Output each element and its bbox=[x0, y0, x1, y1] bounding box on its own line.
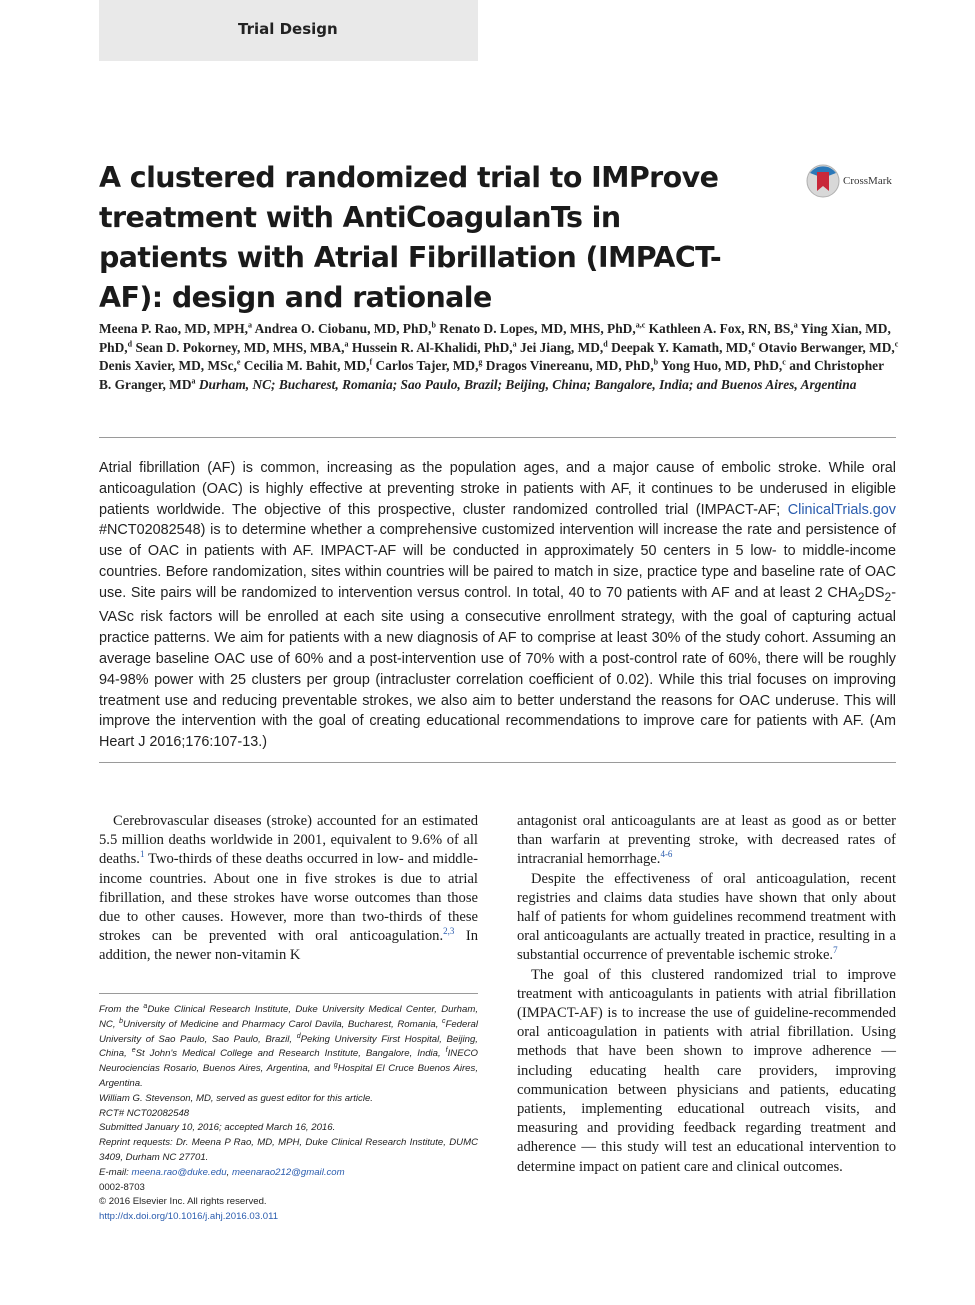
affiliation-marker: e bbox=[751, 339, 756, 349]
doi-link[interactable]: http://dx.doi.org/10.1016/j.ahj.2016.03.011 bbox=[99, 1211, 279, 1223]
affiliation-marker: b bbox=[431, 320, 436, 330]
reference-link[interactable]: 1 bbox=[139, 849, 145, 860]
author-name: and Christopher B. Granger, MD bbox=[99, 358, 884, 392]
author-name: Dragos Vinereanu, MD, PhD, bbox=[485, 358, 654, 374]
author-name: Otavio Berwanger, MD, bbox=[758, 339, 895, 355]
author-name: Renato D. Lopes, MD, MHS, PhD, bbox=[439, 321, 636, 336]
body-text: Cerebrovascular diseases (stroke) accounted for an estimated 5.5 million deaths worldwide in 2001, equivalent to 9.6% of all deaths. bbox=[99, 813, 478, 868]
affiliation-marker: e bbox=[131, 1047, 136, 1055]
footnote-rule bbox=[99, 993, 478, 994]
submission-dates: Submitted January 10, 2016; accepted March 16, 2016. bbox=[99, 1122, 336, 1134]
body-text: Despite the effectiveness of oral anticoagulation, recent registries and claims data studies have shown that only about half of patients for whom guidelines recommend treatment with oral anticoagulants are actually treated in practice, resulting in a substantial occurrence of preventable ischemic stroke. bbox=[517, 870, 896, 964]
author-name: Jei Jiang, MD, bbox=[519, 339, 604, 355]
reference-link[interactable]: 4-6 bbox=[660, 849, 673, 860]
abstract-text: DS bbox=[864, 584, 885, 601]
affiliation-marker: d bbox=[127, 339, 133, 349]
affiliation-marker: d bbox=[296, 1032, 301, 1040]
body-column-left bbox=[99, 812, 478, 966]
affiliation-marker: d bbox=[603, 339, 608, 349]
affiliation-marker: c bbox=[894, 339, 899, 349]
affiliations-footnote bbox=[99, 1003, 478, 1092]
author-name: Deepak Y. Kamath, MD, bbox=[611, 339, 752, 355]
author-list bbox=[99, 320, 899, 394]
crossmark-icon bbox=[806, 164, 840, 198]
footnote-text: St John's Medical College and Research Institute, Bangalore, India, bbox=[135, 1048, 446, 1060]
footnote-text: University of Medicine and Pharmacy Carol Davila, Bucharest, Romania, bbox=[123, 1018, 442, 1030]
abstract-text: -VASc risk factors will be enrolled at each site using a consecutive enrollment strategy, with the goal of capturing actual practice patterns. We aim for patients with a new diagnosis of AF to comprise at least 30% of the study cohort. Assuming an average baseline OAC use of 60% and a post-intervention use of 70% with a post-control rate of 60%, there will be roughly 94-98% power with 25 clusters per group (intracluster correlation coefficient of 0.02). While this trial focuses on improving treatment use and reducing preventable strokes, we also aim to better understand the reasons for OAC underuse. This will improve the intervention with the goal of creating educational recommendations to improve care for patients with AF. (Am Heart J 2016;176:107-13.) bbox=[99, 584, 896, 751]
footnote-text: Federal University of Sao Paulo, Sao Paulo, Brazil, bbox=[99, 1018, 478, 1045]
affiliation-marker: f bbox=[369, 357, 373, 367]
footnote-text: From the bbox=[99, 1004, 144, 1015]
body-paragraph bbox=[99, 812, 478, 966]
footnote-text: Peking University First Hospital, Beijing, China, bbox=[99, 1033, 478, 1060]
abstract-top-rule bbox=[99, 437, 896, 438]
affiliation-marker: a bbox=[512, 339, 517, 349]
crossmark-button[interactable] bbox=[806, 164, 892, 198]
footnote-text: INECO Neurociencias Rosario, Buenos Aires, Argentina, and bbox=[99, 1048, 479, 1075]
author-name: Meena P. Rao, MD, MPH, bbox=[99, 321, 249, 336]
reference-link[interactable]: 7 bbox=[833, 945, 838, 956]
footnotes bbox=[99, 1003, 478, 1225]
affiliation-marker: g bbox=[478, 357, 483, 367]
guest-editor-note: William G. Stevenson, MD, served as guest editor for this article. bbox=[99, 1092, 373, 1104]
author-name: Andrea O. Ciobanu, MD, PhD, bbox=[254, 321, 432, 336]
body-paragraph bbox=[517, 812, 896, 870]
clinicaltrials-link[interactable]: ClinicalTrials.gov bbox=[787, 501, 896, 518]
affiliation-marker: c bbox=[441, 1017, 446, 1025]
reference-link[interactable]: 2,3 bbox=[443, 926, 455, 937]
abstract-text: Atrial fibrillation (AF) is common, increasing as the population ages, and a major cause of embolic stroke. While oral anticoagulation (OAC) is highly effective at preventing stroke in patients with AF, it continues to be underused in eligible patients worldwide. The objective of this prospective, cluster randomized controlled trial (IMPACT-AF; bbox=[99, 460, 896, 518]
reprint-requests: Reprint requests: Dr. Meena P Rao, MD, MPH, Duke Clinical Research Institute, DUMC 3409, Durham NC 27701. bbox=[99, 1137, 478, 1163]
rct-number: RCT# NCT02082548 bbox=[99, 1107, 190, 1119]
subscript: 2 bbox=[857, 589, 865, 604]
author-name: Carlos Tajer, MD, bbox=[375, 358, 479, 374]
affiliation-marker: c bbox=[782, 357, 786, 367]
article-title: A clustered randomized trial to IMProve treatment with AntiCoagulanTs in patients with Atrial Fibrillation (IMPACT-AF): design and rationale bbox=[99, 161, 722, 314]
issn: 0002-8703 bbox=[99, 1181, 145, 1193]
body-text: Two-thirds of these deaths occurred in low- and middle-income countries. About one in five strokes is due to atrial fibrillation, and these strokes have worse outcomes than those due to other causes. However, more than two-thirds of these strokes can be prevented with oral anticoagulation. bbox=[99, 851, 478, 945]
body-paragraph bbox=[517, 870, 896, 966]
body-column-right bbox=[517, 812, 896, 1177]
affiliation-marker: a bbox=[191, 376, 196, 386]
author-name: Kathleen A. Fox, RN, BS, bbox=[648, 321, 794, 336]
abstract-bottom-rule bbox=[99, 762, 896, 763]
affiliation-marker: a,c bbox=[635, 320, 646, 330]
abstract bbox=[99, 458, 896, 753]
author-name: Ying Xian, MD, PhD, bbox=[99, 321, 891, 355]
affiliation-marker: a bbox=[793, 320, 798, 330]
copyright: © 2016 Elsevier Inc. All rights reserved. bbox=[99, 1196, 267, 1208]
author-name: Cecilia M. Bahit, MD, bbox=[243, 358, 370, 374]
email-label: E-mail: bbox=[99, 1166, 132, 1178]
affiliation-marker: e bbox=[236, 357, 241, 367]
footnote-text: Duke Clinical Research Institute, Duke University Medical Center, Durham, NC, bbox=[99, 1004, 478, 1030]
body-text: In addition, the newer non-vitamin K bbox=[99, 928, 478, 964]
author-name: Yong Huo, MD, PhD, bbox=[660, 358, 783, 374]
email-link[interactable]: meena.rao@duke.edu bbox=[131, 1166, 227, 1178]
footnote-text: Hospital El Cruce Buenos Aires, Argentina. bbox=[99, 1063, 478, 1089]
email-line bbox=[99, 1166, 478, 1181]
affiliation-marker: a bbox=[248, 320, 253, 330]
section-label: Trial Design bbox=[238, 20, 338, 38]
affiliation-marker: f bbox=[445, 1047, 448, 1055]
body-text: antagonist oral anticoagulants are at least as good as or better than warfarin at preventing stroke, with decreased rates of intracranial hemorrhage. bbox=[517, 813, 896, 868]
author-affiliations: Durham, NC; Bucharest, Romania; Sao Paulo, Brazil; Beijing, China; Bangalore, India; and Buenos Aires, Argentina bbox=[198, 376, 857, 392]
email-link[interactable]: meenarao212@gmail.com bbox=[231, 1166, 345, 1178]
author-name: Denis Xavier, MD, MSc, bbox=[99, 358, 237, 374]
email-separator: , bbox=[226, 1166, 232, 1178]
affiliation-marker: g bbox=[333, 1062, 338, 1069]
affiliation-marker: b bbox=[653, 357, 659, 367]
affiliation-marker: a bbox=[143, 1002, 148, 1010]
body-paragraph: The goal of this clustered randomized trial to improve treatment with anticoagulants in patients with atrial fibrillation (IMPACT-AF) is to increase the use of guideline-recommended oral anticoagulation in patients with atrial fibrillation. Using methods that have been shown to improve adherence — including educating health care providers, improving communication between physicians and patients, educating patients, implementing educational outreach visits, and measuring and providing feedback regarding treatment and adherence — this study will test an educational intervention to determine impact on patient care and clinical outcomes. bbox=[517, 966, 896, 1175]
crossmark-label: CrossMark bbox=[843, 175, 892, 187]
author-name: Hussein R. Al-Khalidi, PhD, bbox=[351, 339, 513, 355]
affiliation-marker: b bbox=[119, 1017, 123, 1025]
author-name: Sean D. Pokorney, MD, MHS, MBA, bbox=[135, 339, 345, 355]
abstract-text: #NCT02082548) is to determine whether a comprehensive customized intervention will increase the rate and persistence of use of OAC in patients with AF. IMPACT-AF will be conducted in approximately 50 centers in 5 low- to middle-income countries. Before randomization, sites within countries will be paired to match in size, practice type and baseline rate of OAC use. Site pairs will be randomized to intervention versus control. In total, 40 to 70 patients with AF and at least 2 CHA bbox=[99, 522, 896, 601]
affiliation-marker: a bbox=[344, 339, 349, 349]
subscript: 2 bbox=[884, 589, 892, 604]
section-tab bbox=[99, 0, 478, 61]
